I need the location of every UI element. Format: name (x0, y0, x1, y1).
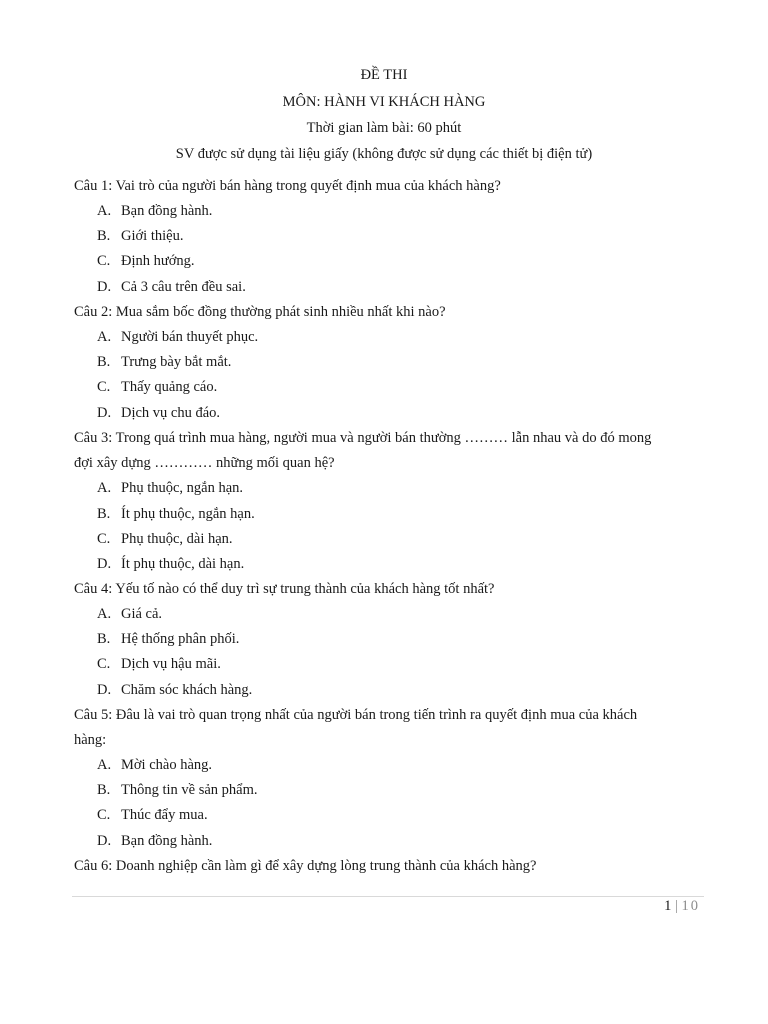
page-separator: | (674, 898, 678, 914)
option-letter: C. (97, 379, 111, 395)
option-letter: C. (97, 531, 111, 547)
question-1-option-d (97, 279, 246, 296)
question-1-option-a (97, 203, 212, 220)
option-text: Người bán thuyết phục. (121, 329, 259, 345)
option-text: Định hướng. (121, 253, 195, 269)
exam-time: Thời gian làm bài: 60 phút (306, 120, 462, 136)
option-text: Ít phụ thuộc, dài hạn. (121, 556, 245, 572)
question-5-option-d (97, 833, 212, 850)
exam-title: ĐỀ THI (360, 67, 408, 83)
option-text: Bạn đồng hành. (121, 833, 213, 849)
option-letter: C. (97, 656, 111, 672)
option-text: Ít phụ thuộc, ngắn hạn. (121, 506, 255, 522)
option-letter: A. (97, 757, 112, 773)
question-1-text: Câu 1: Vai trò của người bán hàng trong quyết định mua của khách hàng? (74, 178, 501, 194)
question-2-option-c (97, 379, 217, 396)
question-1-option-b (97, 228, 183, 245)
question-3-text: Câu 3: Trong quá trình mua hàng, người mua và người bán thường ……… lẫn nhau và do đó mong (74, 430, 652, 446)
question-4-option-c (97, 656, 221, 673)
option-text: Bạn đồng hành. (121, 203, 213, 219)
option-letter: B. (97, 782, 111, 798)
question-4-option-d (97, 682, 252, 699)
question-3-option-c (97, 531, 233, 548)
question-4-option-a (97, 606, 162, 623)
option-text: Dịch vụ hậu mãi. (121, 656, 221, 672)
question-1-option-c (97, 253, 195, 270)
option-text: Thông tin về sản phẩm. (121, 782, 258, 798)
option-letter: B. (97, 228, 111, 244)
total-pages: 10 (681, 898, 700, 914)
option-text: Dịch vụ chu đáo. (121, 405, 221, 421)
question-4-text: Câu 4: Yếu tố nào có thể duy trì sự trung thành của khách hàng tốt nhất? (74, 581, 495, 597)
question-5-option-c (97, 807, 208, 824)
option-letter: A. (97, 203, 112, 219)
question-5-text: Câu 5: Đâu là vai trò quan trọng nhất của người bán trong tiến trình ra quyết định mua của khách (74, 707, 638, 723)
option-letter: B. (97, 506, 111, 522)
question-3-option-d (97, 556, 244, 573)
option-text: Cả 3 câu trên đều sai. (121, 279, 246, 295)
option-text: Thấy quảng cáo. (121, 379, 218, 395)
option-letter: B. (97, 354, 111, 370)
question-5-option-b (97, 782, 258, 799)
option-text: Chăm sóc khách hàng. (121, 682, 253, 698)
question-6-text: Câu 6: Doanh nghiệp cần làm gì để xây dựng lòng trung thành của khách hàng? (74, 858, 537, 874)
option-letter: D. (97, 556, 112, 572)
exam-subject: MÔN: HÀNH VI KHÁCH HÀNG (282, 94, 486, 110)
option-letter: A. (97, 329, 112, 345)
question-2-text: Câu 2: Mua sắm bốc đồng thường phát sinh nhiều nhất khi nào? (74, 304, 446, 320)
option-text: Trưng bày bắt mắt. (121, 354, 232, 370)
option-text: Mời chào hàng. (121, 757, 213, 773)
option-letter: D. (97, 405, 112, 421)
question-2-option-d (97, 405, 220, 422)
question-5-text-continued: hàng: (74, 732, 107, 748)
question-3-option-b (97, 506, 255, 523)
exam-note: SV được sử dụng tài liệu giấy (không được sử dụng các thiết bị điện tử) (175, 146, 593, 162)
question-2-option-b (97, 354, 231, 371)
option-text: Thúc đẩy mua. (121, 807, 208, 823)
option-text: Phụ thuộc, ngắn hạn. (121, 480, 244, 496)
question-3-text-continued: đợi xây dựng ………… những mối quan hệ? (74, 455, 335, 471)
option-text: Phụ thuộc, dài hạn. (121, 531, 233, 547)
question-5-option-a (97, 757, 212, 774)
question-3-option-a (97, 480, 243, 497)
option-letter: C. (97, 807, 111, 823)
option-letter: A. (97, 480, 112, 496)
option-letter: C. (97, 253, 111, 269)
option-letter: D. (97, 833, 112, 849)
option-text: Hệ thống phân phối. (121, 631, 240, 647)
option-letter: D. (97, 682, 112, 698)
current-page: 1 (664, 898, 672, 914)
option-text: Giá cả. (121, 606, 163, 622)
question-4-option-b (97, 631, 239, 648)
page-number (664, 898, 700, 915)
option-letter: D. (97, 279, 112, 295)
option-letter: A. (97, 606, 112, 622)
footer-divider (72, 896, 704, 897)
option-letter: B. (97, 631, 111, 647)
option-text: Giới thiệu. (121, 228, 184, 244)
question-2-option-a (97, 329, 258, 346)
